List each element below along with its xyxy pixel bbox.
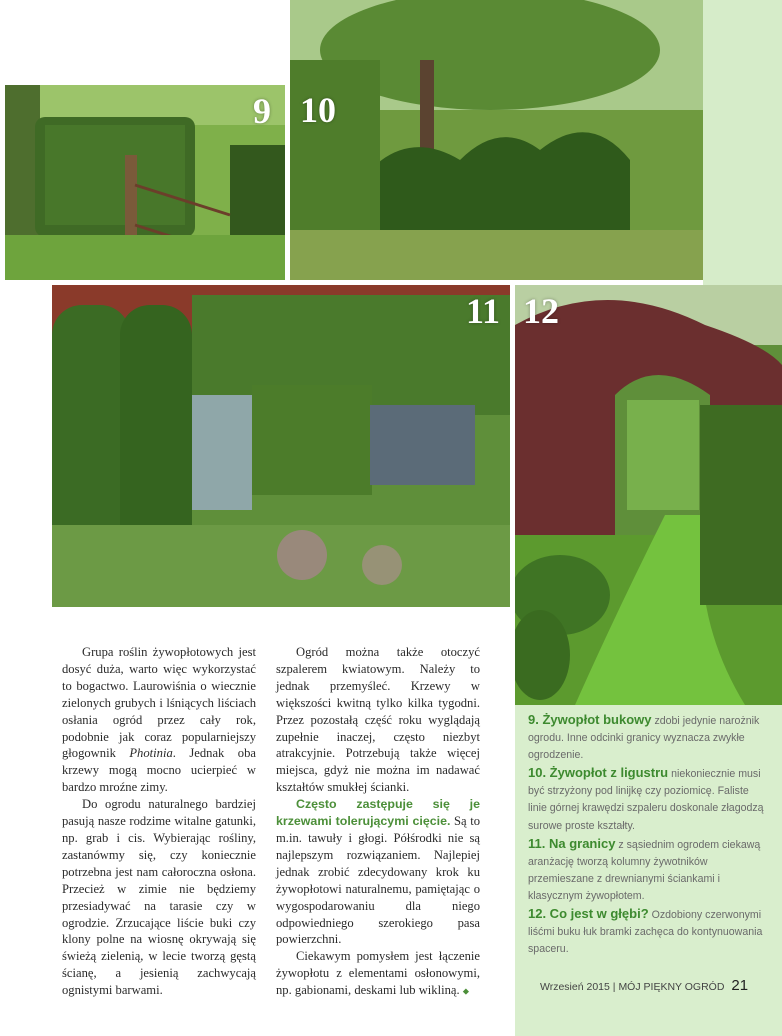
caption-heading: 10. Żywopłot z ligustru (528, 765, 669, 781)
end-mark-icon: ⬥ (462, 986, 470, 997)
photo-12-beech-arch (515, 285, 782, 705)
text-run: Ciekawym pomysłem jest łączenie żywopłotu z elementami osłonowymi, np. gabionami, deskami lub wikliną. (276, 949, 480, 998)
body-column-2 (276, 644, 480, 1000)
text-run: . Jednak oba krzewy mogą mocno ucierpieć w bardzo mroźne zimy. (62, 746, 256, 795)
paragraph: Do ogrodu naturalnego bardziej pasują nasze rodzime witalne gatunki, np. grab i cis. Wybierając rośliny, zastanówmy się, czy koniecznie potrzebna jest nam całoroczna osłona. Przecież w zimie nie będziemy przesiadywać na tarasie czy w ogrodzie. Zrzucające liście buki czy klony polne na wiosnę okrywają się świeżą zielenią, w lecie tworzą gęstą ścianę, a jesienią zachwycają ognistymi barwami. (62, 797, 256, 998)
paragraph: Ogród można także otoczyć szpalerem kwiatowym. Należy to jednak przemyśleć. Krzewy w większości kwitną tylko kilka tygodni. Przez pozostałą część roku wyglądają zupełnie inaczej, często niezbyt atrakcyjnie. Potrzebują także więcej miejsca, gdyż nie można im nadawać kształtów smukłej ścianki. (276, 645, 480, 795)
caption-9 (528, 711, 770, 764)
photo-captions (528, 711, 770, 958)
paragraph (276, 948, 480, 1000)
page-number: 21 (731, 977, 749, 994)
photo-number-9: 9 (253, 91, 271, 131)
paragraph (276, 796, 480, 948)
page-footer (540, 977, 765, 994)
paragraph (62, 644, 256, 796)
photo-number-10: 10 (300, 90, 336, 130)
issue-date: Wrzesień 2015 (540, 981, 610, 993)
italic-text: Photinia (129, 746, 173, 761)
caption-heading: 9. Żywopłot bukowy (528, 712, 652, 727)
photo-9-beech-hedge (5, 85, 285, 280)
caption-text: Ozdobiony czerwonymi liśćmi buku łuk bramki zachęca do kontynuowania spaceru. (528, 909, 763, 956)
green-side-panel (703, 0, 782, 300)
photo-10-privet-hedge (290, 0, 703, 280)
caption-text: z sąsiednim ogrodem ciekawą aranżację tworzą kolumny żywotników przemieszane z drewnianymi ściankami i klasycznym żywopłotem. (528, 838, 761, 902)
caption-11 (528, 835, 770, 905)
caption-text: zdobi jedynie narożnik ogrodu. Inne odcinki granicy wyznacza zwykłe ogrodzenie. (528, 715, 760, 762)
text-run: Grupa roślin żywopłotowych jest dosyć duża, warto więc wykorzystać to bogactwo. Laurowiśnia o wiecznie zielonych grubych i lśniących liściach osłania ogród przez cały rok, podobnie jak coraz popularniejszy głogownik (62, 645, 256, 761)
photo-11-boundary-garden (52, 285, 510, 607)
caption-10 (528, 764, 770, 834)
magazine-title: MÓJ PIĘKNY OGRÓD (618, 981, 725, 993)
text-run: Są to m.in. tawuły i głogi. Półśrodki nie są najlepszym rozwiązaniem. Najlepiej jednak zrobić zdecydowany krok ku żywopłotowi naturalnemu, pamiętając o wygospodarowaniu dla niego odpowiedniego szerokiego pasa powierzchni. (276, 814, 480, 947)
caption-text: niekoniecznie musi być strzyżony pod linijkę czy poziomicę. Faliste linie górnej krawędzi szpaleru doskonale złagodzą surowe proste kształty. (528, 768, 764, 832)
photo-number-11: 11 (466, 291, 501, 331)
footer-separator: | (612, 981, 616, 993)
caption-heading: 11. Na granicy (528, 835, 616, 851)
body-column-1 (62, 644, 256, 999)
caption-heading: 12. Co jest w głębi? (528, 906, 649, 922)
photo-number-12: 12 (523, 291, 559, 331)
caption-12 (528, 905, 770, 958)
highlight-text: Często zastępuje się je krzewami tolerującymi cięcie. (276, 797, 480, 829)
